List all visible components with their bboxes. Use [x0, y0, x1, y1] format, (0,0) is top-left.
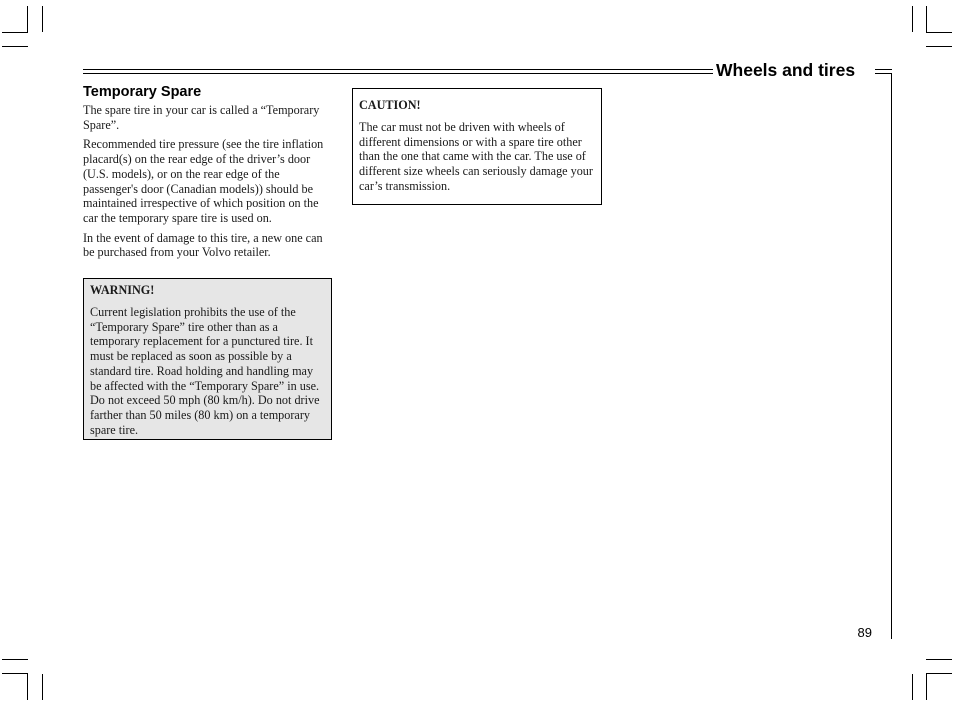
- section-title: Temporary Spare: [83, 84, 202, 100]
- header-rule-right-bottom: [875, 73, 892, 74]
- header-rule-right-top: [875, 69, 892, 70]
- crop-mark: [42, 6, 43, 32]
- crop-mark: [912, 6, 913, 32]
- header-rule-bottom: [83, 73, 713, 74]
- warning-title: WARNING!: [90, 283, 155, 297]
- warning-box: [83, 278, 332, 440]
- header-rule-top: [83, 69, 713, 70]
- paragraph: In the event of damage to this tire, a new one can be purchased from your Volvo retailer.: [83, 230, 323, 260]
- paragraph: Recommended tire pressure (see the tire inflation placard(s) on the rear edge of the driver’s door (U.S. models), or on the rear edge of the passenger's door (Canadian models)) should be maintained irrespective of which position on the car the temporary spare tire is used on.: [83, 137, 324, 225]
- chapter-title: Wheels and tires: [716, 60, 856, 80]
- crop-mark: [2, 32, 28, 33]
- crop-mark: [27, 6, 28, 32]
- caution-box: [352, 88, 602, 205]
- crop-mark: [926, 46, 952, 47]
- page-edge-line: [891, 73, 892, 639]
- crop-mark: [912, 674, 913, 700]
- crop-mark: [926, 6, 927, 32]
- crop-mark: [926, 673, 952, 674]
- caution-text: The car must not be driven with wheels of different dimensions or with a spare tire other than the one that came with the car. The use of different size wheels can seriously damage your car’s transmission.: [359, 120, 593, 193]
- crop-mark: [2, 673, 28, 674]
- crop-mark: [2, 659, 28, 660]
- warning-text: Current legislation prohibits the use of the “Temporary Spare” tire other than as a temporary replacement for a punctured tire. It must be replaced as soon as possible by a standard tire. Road holding and handling may be affected with the “Temporary Spare” in use. Do not exceed 50 mph (80 km/h). Do not drive farther than 50 miles (80 km) on a temporary spare tire.: [90, 305, 320, 437]
- caution-title: CAUTION!: [359, 98, 421, 112]
- page-number: 89: [857, 625, 872, 640]
- crop-mark: [2, 46, 28, 47]
- temporary-spare-section: [83, 84, 333, 265]
- crop-mark: [42, 674, 43, 700]
- crop-mark: [27, 674, 28, 700]
- paragraph: The spare tire in your car is called a “Temporary Spare”.: [83, 103, 320, 132]
- crop-mark: [926, 659, 952, 660]
- crop-mark: [926, 674, 927, 700]
- crop-mark: [926, 32, 952, 33]
